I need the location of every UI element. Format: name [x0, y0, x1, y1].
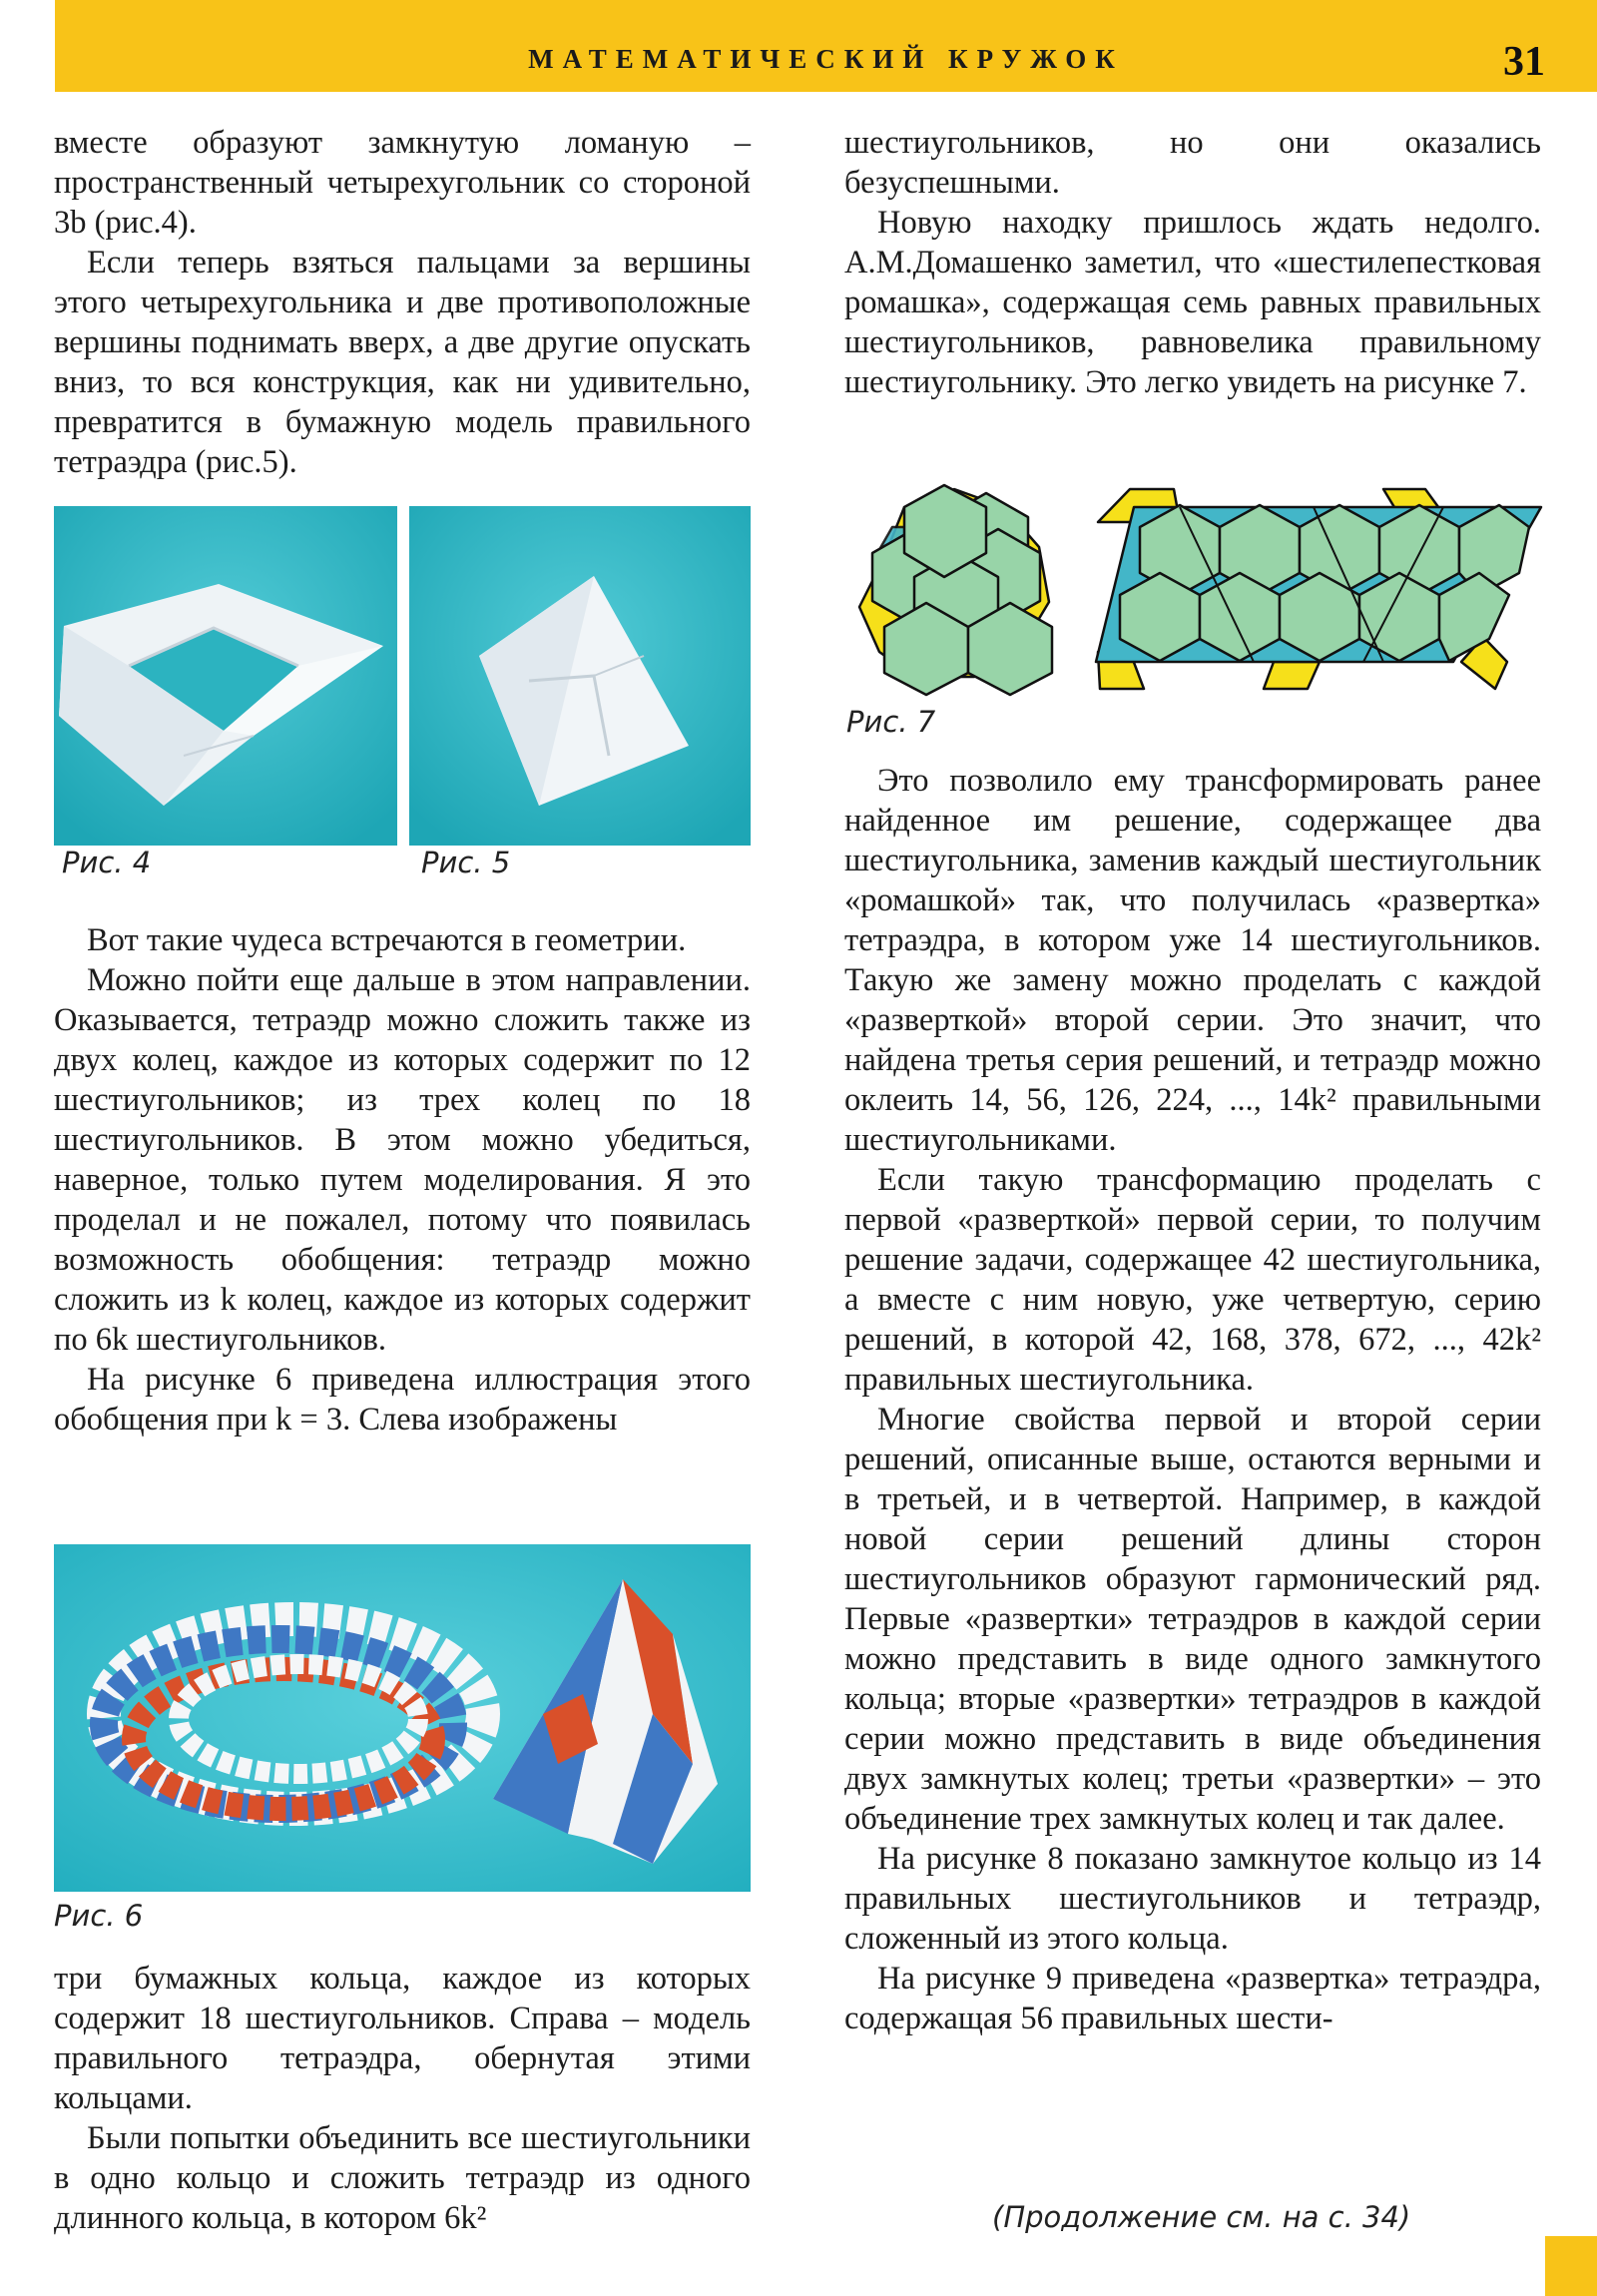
header-bar: [55, 0, 1597, 92]
left-col-block-1: [54, 123, 751, 482]
paragraph: На рисунке 6 приведена иллюстрация этого обобщения при k = 3. Слева изображены: [54, 1362, 751, 1437]
right-col-block-1: [844, 123, 1541, 402]
paragraph: На рисунке 9 приведена «развертка» тетраэдра, содержащая 56 правильных шести-: [844, 1961, 1541, 2036]
page-number: 31: [1503, 39, 1545, 85]
paragraph: Были попытки объединить все шестиугольники в одно кольцо и сложить тетраэдр из одного длинного кольца, в котором 6k²: [54, 2120, 751, 2236]
hexagon-daisy: [859, 485, 1052, 695]
figure-4-photo: [54, 506, 397, 846]
continuation-note: (Продолжение см. на с. 34): [992, 2200, 1411, 2234]
paper-tetrahedron-illustration: [409, 506, 751, 846]
figure-7-caption: Рис. 7: [846, 705, 936, 739]
paragraph: Многие свойства первой и второй серии решений, описанные выше, остаются верными и в третьей, и в четвертой. Например, в каждой новой серии решений длины сторон шестиугольников образуют гармонический ряд. Первые «развертки» тетраэдров в каждой серии можно представить в виде одного замкнутого кольца; вторые «развертки» тетраэдров в каждой серии можно представить в виде объединения двух замкнутых колец; третьи «развертки» – это объединение трех замкнутых колец и так далее.: [844, 1402, 1541, 1837]
paragraph: шестиугольников, но они оказались безуспешными.: [844, 125, 1541, 201]
figure-6-caption: Рис. 6: [54, 1899, 144, 1933]
paragraph: Если такую трансформацию проделать с первой «разверткой» первой серии, то получим решение задачи, содержащее 42 шестиугольника, а вместе с ним новую, уже четвертую, серию решений, в которой 42, 168, 378, 672, ..., 42k² правильных шестиугольника.: [844, 1162, 1541, 1398]
figure-7-diagram: [844, 477, 1547, 697]
right-col-block-2: [844, 761, 1541, 2038]
figure-5-photo: [409, 506, 751, 846]
paragraph: Вот такие чудеса встречаются в геометрии.: [87, 922, 687, 958]
paper-square-frame-illustration: [54, 506, 397, 846]
paragraph: Если теперь взяться пальцами за вершины этого четырехугольника и две противоположные вершины поднимать вверх, а две другие опускать вниз, то вся конструкция, как ни удивительно, превратится в бумажную модель правильного тетраэдра (рис.5).: [54, 245, 751, 480]
paragraph: Новую находку пришлось ждать недолго. А.М.Домашенко заметил, что «шестилепестковая ромашка», содержащая семь равных правильных шестиугольников, равновелика правильному шестиугольнику. Это легко увидеть на рисунке 7.: [844, 205, 1541, 400]
paragraph: Можно пойти еще дальше в этом направлении. Оказывается, тетраэдр можно сложить также из двух колец, каждое из которых содержит по 12 шестиугольников; из трех колец по 18 шестиугольников. В этом можно убедиться, наверное, только путем моделирования. Я это проделал и не пожалел, потому что появилась возможность обобщения: тетраэдр можно сложить из k колец, каждое из которых содержит по 6k шестиугольников.: [54, 962, 751, 1358]
paragraph: три бумажных кольца, каждое из которых содержит 18 шестиугольников. Справа – модель правильного тетраэдра, обернутая этими кольцами.: [54, 1961, 751, 2116]
paragraph: На рисунке 8 показано замкнутое кольцо из 14 правильных шестиугольников и тетраэдр, сложенный из этого кольца.: [844, 1841, 1541, 1957]
hexagon-parallelogram: [1096, 489, 1541, 689]
paragraph: вместе образуют замкнутую ломаную – пространственный четырехугольник со стороной 3b (рис.4).: [54, 125, 751, 241]
running-head: МАТЕМАТИЧЕСКИЙ КРУЖОК: [528, 44, 1124, 74]
figure-4-caption: Рис. 4: [62, 846, 152, 879]
left-col-block-2: [54, 920, 751, 1439]
corner-accent-block: [1545, 2236, 1597, 2296]
figure-5-caption: Рис. 5: [421, 846, 511, 879]
rings-and-tetrahedron-illustration: [54, 1544, 751, 1892]
left-col-block-3: [54, 1959, 751, 2238]
figure-6-photo: [54, 1544, 751, 1892]
paragraph: Это позволило ему трансформировать ранее найденное им решение, содержащее два шестиугольника, заменив каждый шестиугольник «ромашкой» так, что получилась «развертка» тетраэдра, в котором уже 14 шестиугольников. Такую же замену можно проделать с каждой «разверткой» второй серии. Это значит, что найдена третья серия решений, и тетраэдр можно оклеить 14, 56, 126, 224, ..., 14k² правильными шестиугольниками.: [844, 763, 1541, 1158]
